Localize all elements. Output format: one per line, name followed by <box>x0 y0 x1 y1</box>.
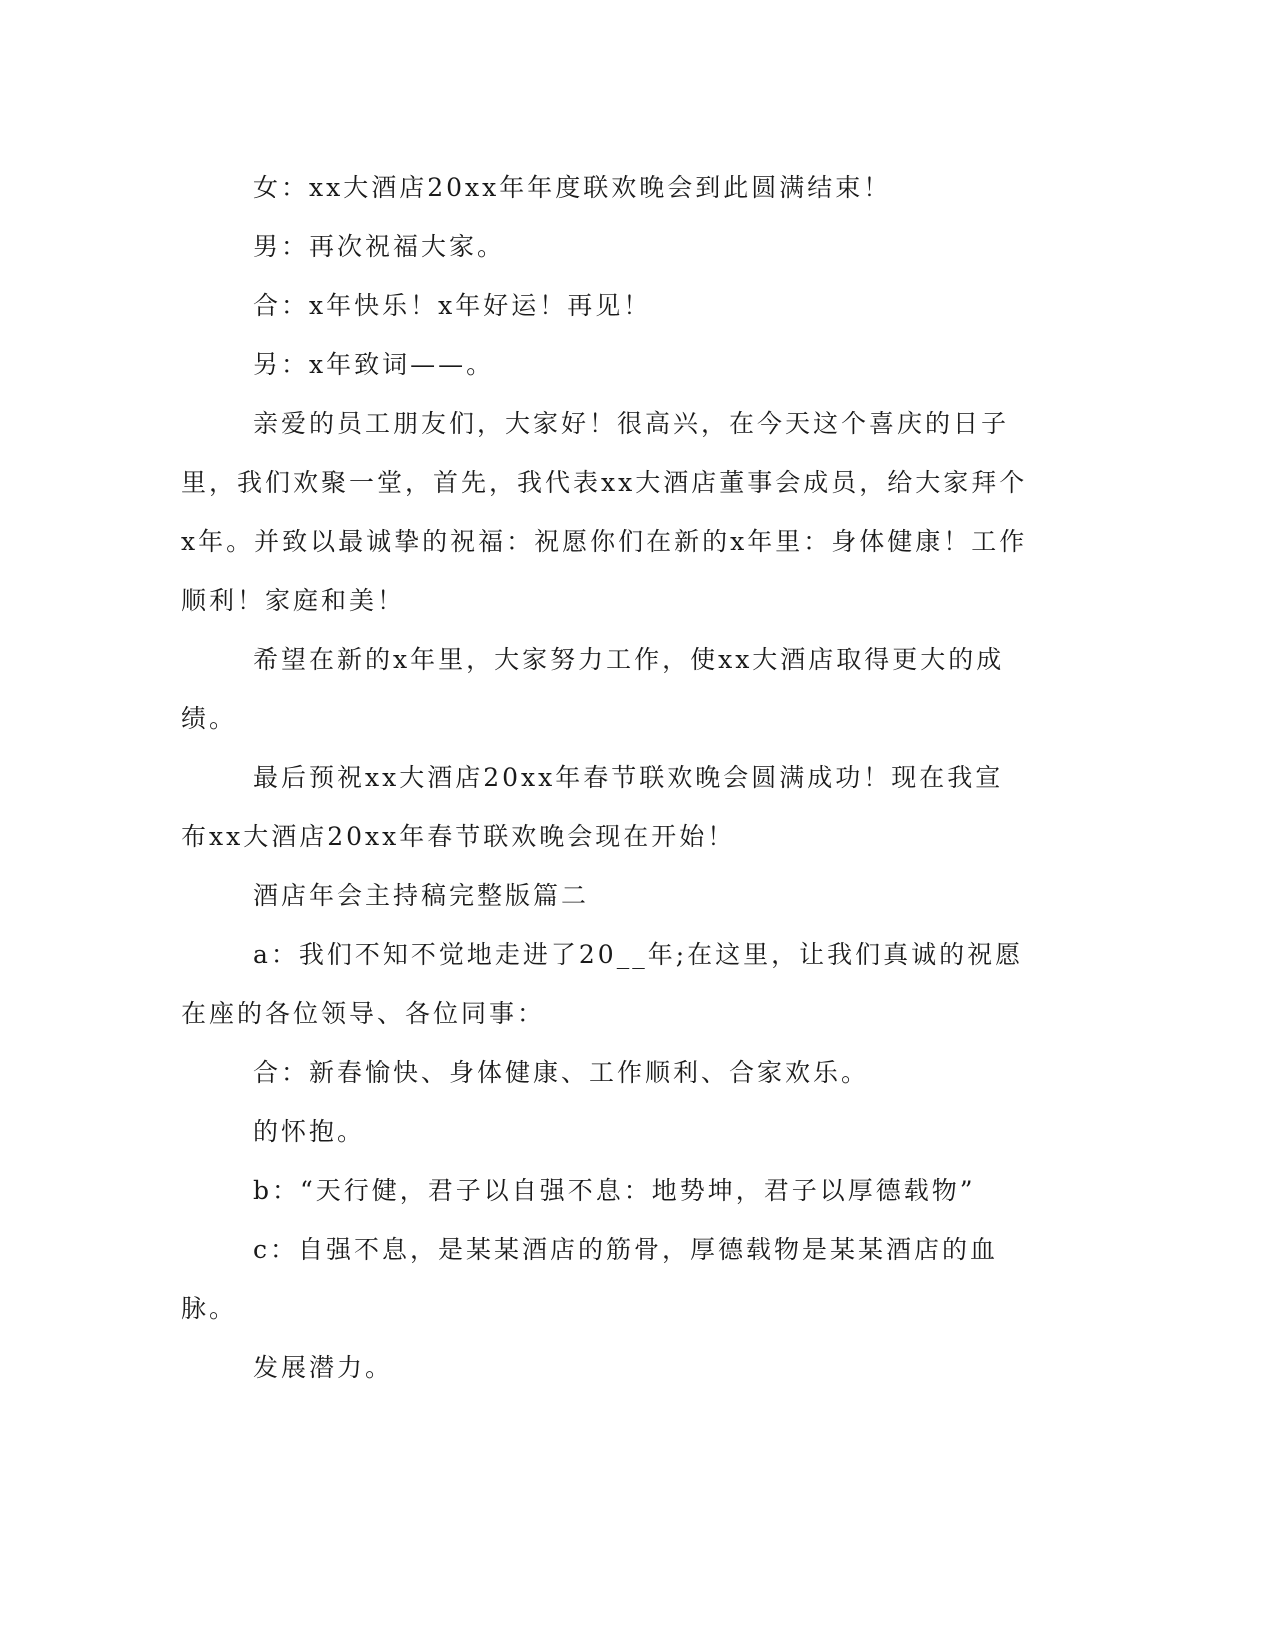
paragraph-host-together: 合：新春愉快、身体健康、工作顺利、合家欢乐。 <box>253 1058 870 1087</box>
paragraph-speech-announcement: 最后预祝xx大酒店20xx年春节联欢晚会圆满成功！现在我宣布xx大酒店20xx年春节联欢晚会现在开始！ <box>181 763 1004 851</box>
paragraph-speech-heading: 另：x年致词——。 <box>253 350 495 379</box>
document-body <box>181 158 1031 1397</box>
paragraph-potential: 发展潜力。 <box>253 1353 394 1382</box>
paragraph-host-b: b：“天行健，君子以自强不息：地势坤，君子以厚德载物” <box>253 1176 976 1205</box>
paragraph-host-a: a：我们不知不觉地走进了20__年;在这里，让我们真诚的祝愿在座的各位领导、各位同事： <box>181 940 1024 1028</box>
paragraph-host-c: c：自强不息，是某某酒店的筋骨，厚德载物是某某酒店的血脉。 <box>181 1235 999 1323</box>
paragraph-closing-together: 合：x年快乐！x年好运！再见！ <box>253 291 652 320</box>
paragraph-embrace: 的怀抱。 <box>253 1117 366 1146</box>
paragraph-closing-female: 女：xx大酒店20xx年年度联欢晚会到此圆满结束！ <box>253 173 892 202</box>
paragraph-speech-hope: 希望在新的x年里，大家努力工作，使xx大酒店取得更大的成绩。 <box>181 645 1005 733</box>
paragraph-closing-male: 男：再次祝福大家。 <box>253 232 506 261</box>
paragraph-speech-greeting: 亲爱的员工朋友们，大家好！很高兴，在今天这个喜庆的日子里，我们欢聚一堂，首先，我代表xx大酒店董事会成员，给大家拜个x年。并致以最诚挚的祝福：祝愿你们在新的x年里：身体健康！工作顺利！家庭和美！ <box>181 409 1028 615</box>
section-title-part-two: 酒店年会主持稿完整版篇二 <box>253 881 590 910</box>
